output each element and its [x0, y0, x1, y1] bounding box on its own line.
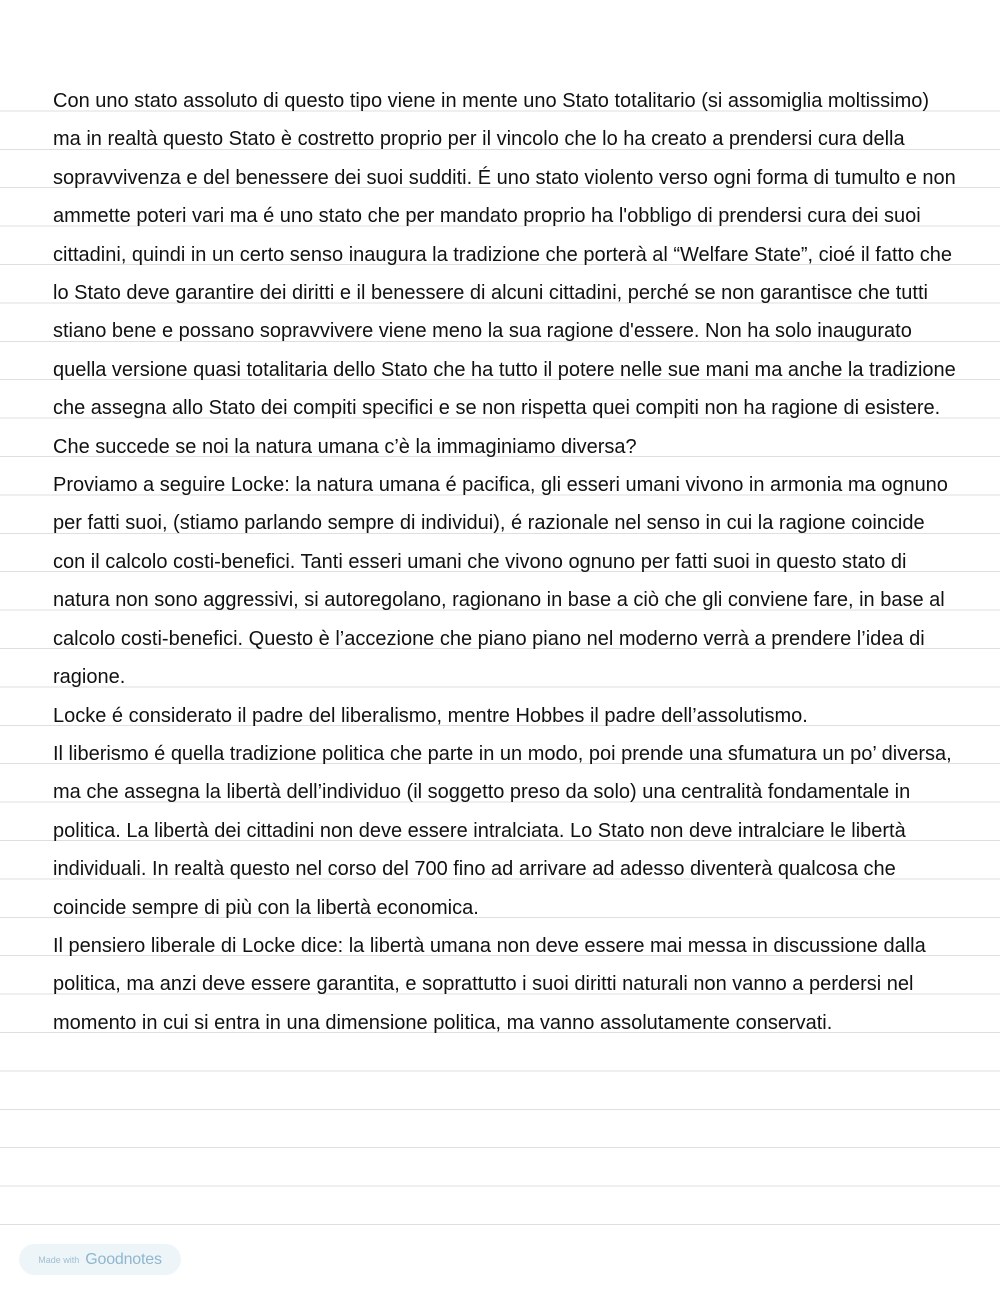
paragraph-liberal-thought: Il pensiero liberale di Locke dice: la libertà umana non deve essere mai messa in discussione dalla politica, ma anzi deve essere garantita, e soprattutto i suoi diritti naturali non vanno a perdersi nel momento in cui si entra in una dimensione politica, ma vanno assolutamente conservati. [53, 934, 926, 1034]
paragraph-locke-nature: Proviamo a seguire Locke: la natura umana é pacifica, gli esseri umani vivono in armonia ma ognuno per fatti suoi, (stiamo parlando sempre di individui), é razionale nel senso in cui la ragione coincide con il calcolo costi-benefici. Tanti esseri umani che vivono ognuno per fatti suoi in questo stato di natura non sono aggressivi, si autoregolano, ragionano in base a ciò che gli conviene fare, in base al calcolo costi-benefici. Questo è l’accezione che piano piano nel moderno verrà a prendere l’idea di ragione. [53, 474, 948, 689]
paragraph-liberalism: Il liberismo é quella tradizione politica che parte in un modo, poi prende una sfumatura un po’ diversa, ma che assegna la libertà dell’individuo (il soggetto preso da solo) una centralità fondamentale in politica. La libertà dei cittadini non deve essere intralciata. Lo Stato non deve intralciare le libertà individuali. In realtà questo nel corso del 700 fino ad arrivare ad adesso diventerà qualcosa che coincide sempre di più con la libertà economica. [53, 742, 952, 919]
paragraph-welfare-state: Con uno stato assoluto di questo tipo viene in mente uno Stato totalitario (si assomiglia moltissimo) ma in realtà questo Stato è costretto proprio per il vincolo che lo ha creato a prendersi cura della sopravvivenza e del benessere dei suoi sudditi. É uno stato violento verso ogni forma di tumulto e non ammette poteri vari ma é uno stato che per mandato proprio ha l'obbligo di prendersi cura dei suoi cittadini, quindi in un certo senso inaugura la tradizione che porterà al “Welfare State”, cioé il fatto che lo Stato deve garantire dei diritti e il benessere di alcuni cittadini, perché se non garantisce che tutti stiano bene e possano sopravvivere viene meno la sua ragione d'essere. Non ha solo inaugurato quella versione quasi totalitaria dello Stato che ha tutto il potere nelle sue mani ma anche la tradizione che assegna allo Stato dei compiti specifici e se non rispetta quei compiti non ha ragione di esistere. [53, 90, 956, 420]
goodnotes-logo-text: Goodnotes [85, 1250, 162, 1268]
made-with-goodnotes-badge[interactable] [19, 1244, 181, 1275]
paragraph-locke-hobbes: Locke é considerato il padre del liberalismo, mentre Hobbes il padre dell’assolutismo. [53, 704, 808, 727]
made-with-label: Made with [38, 1254, 80, 1265]
note-body [53, 82, 958, 1042]
paragraph-question: Che succede se noi la natura umana c’è la immaginiamo diversa? [53, 435, 637, 458]
